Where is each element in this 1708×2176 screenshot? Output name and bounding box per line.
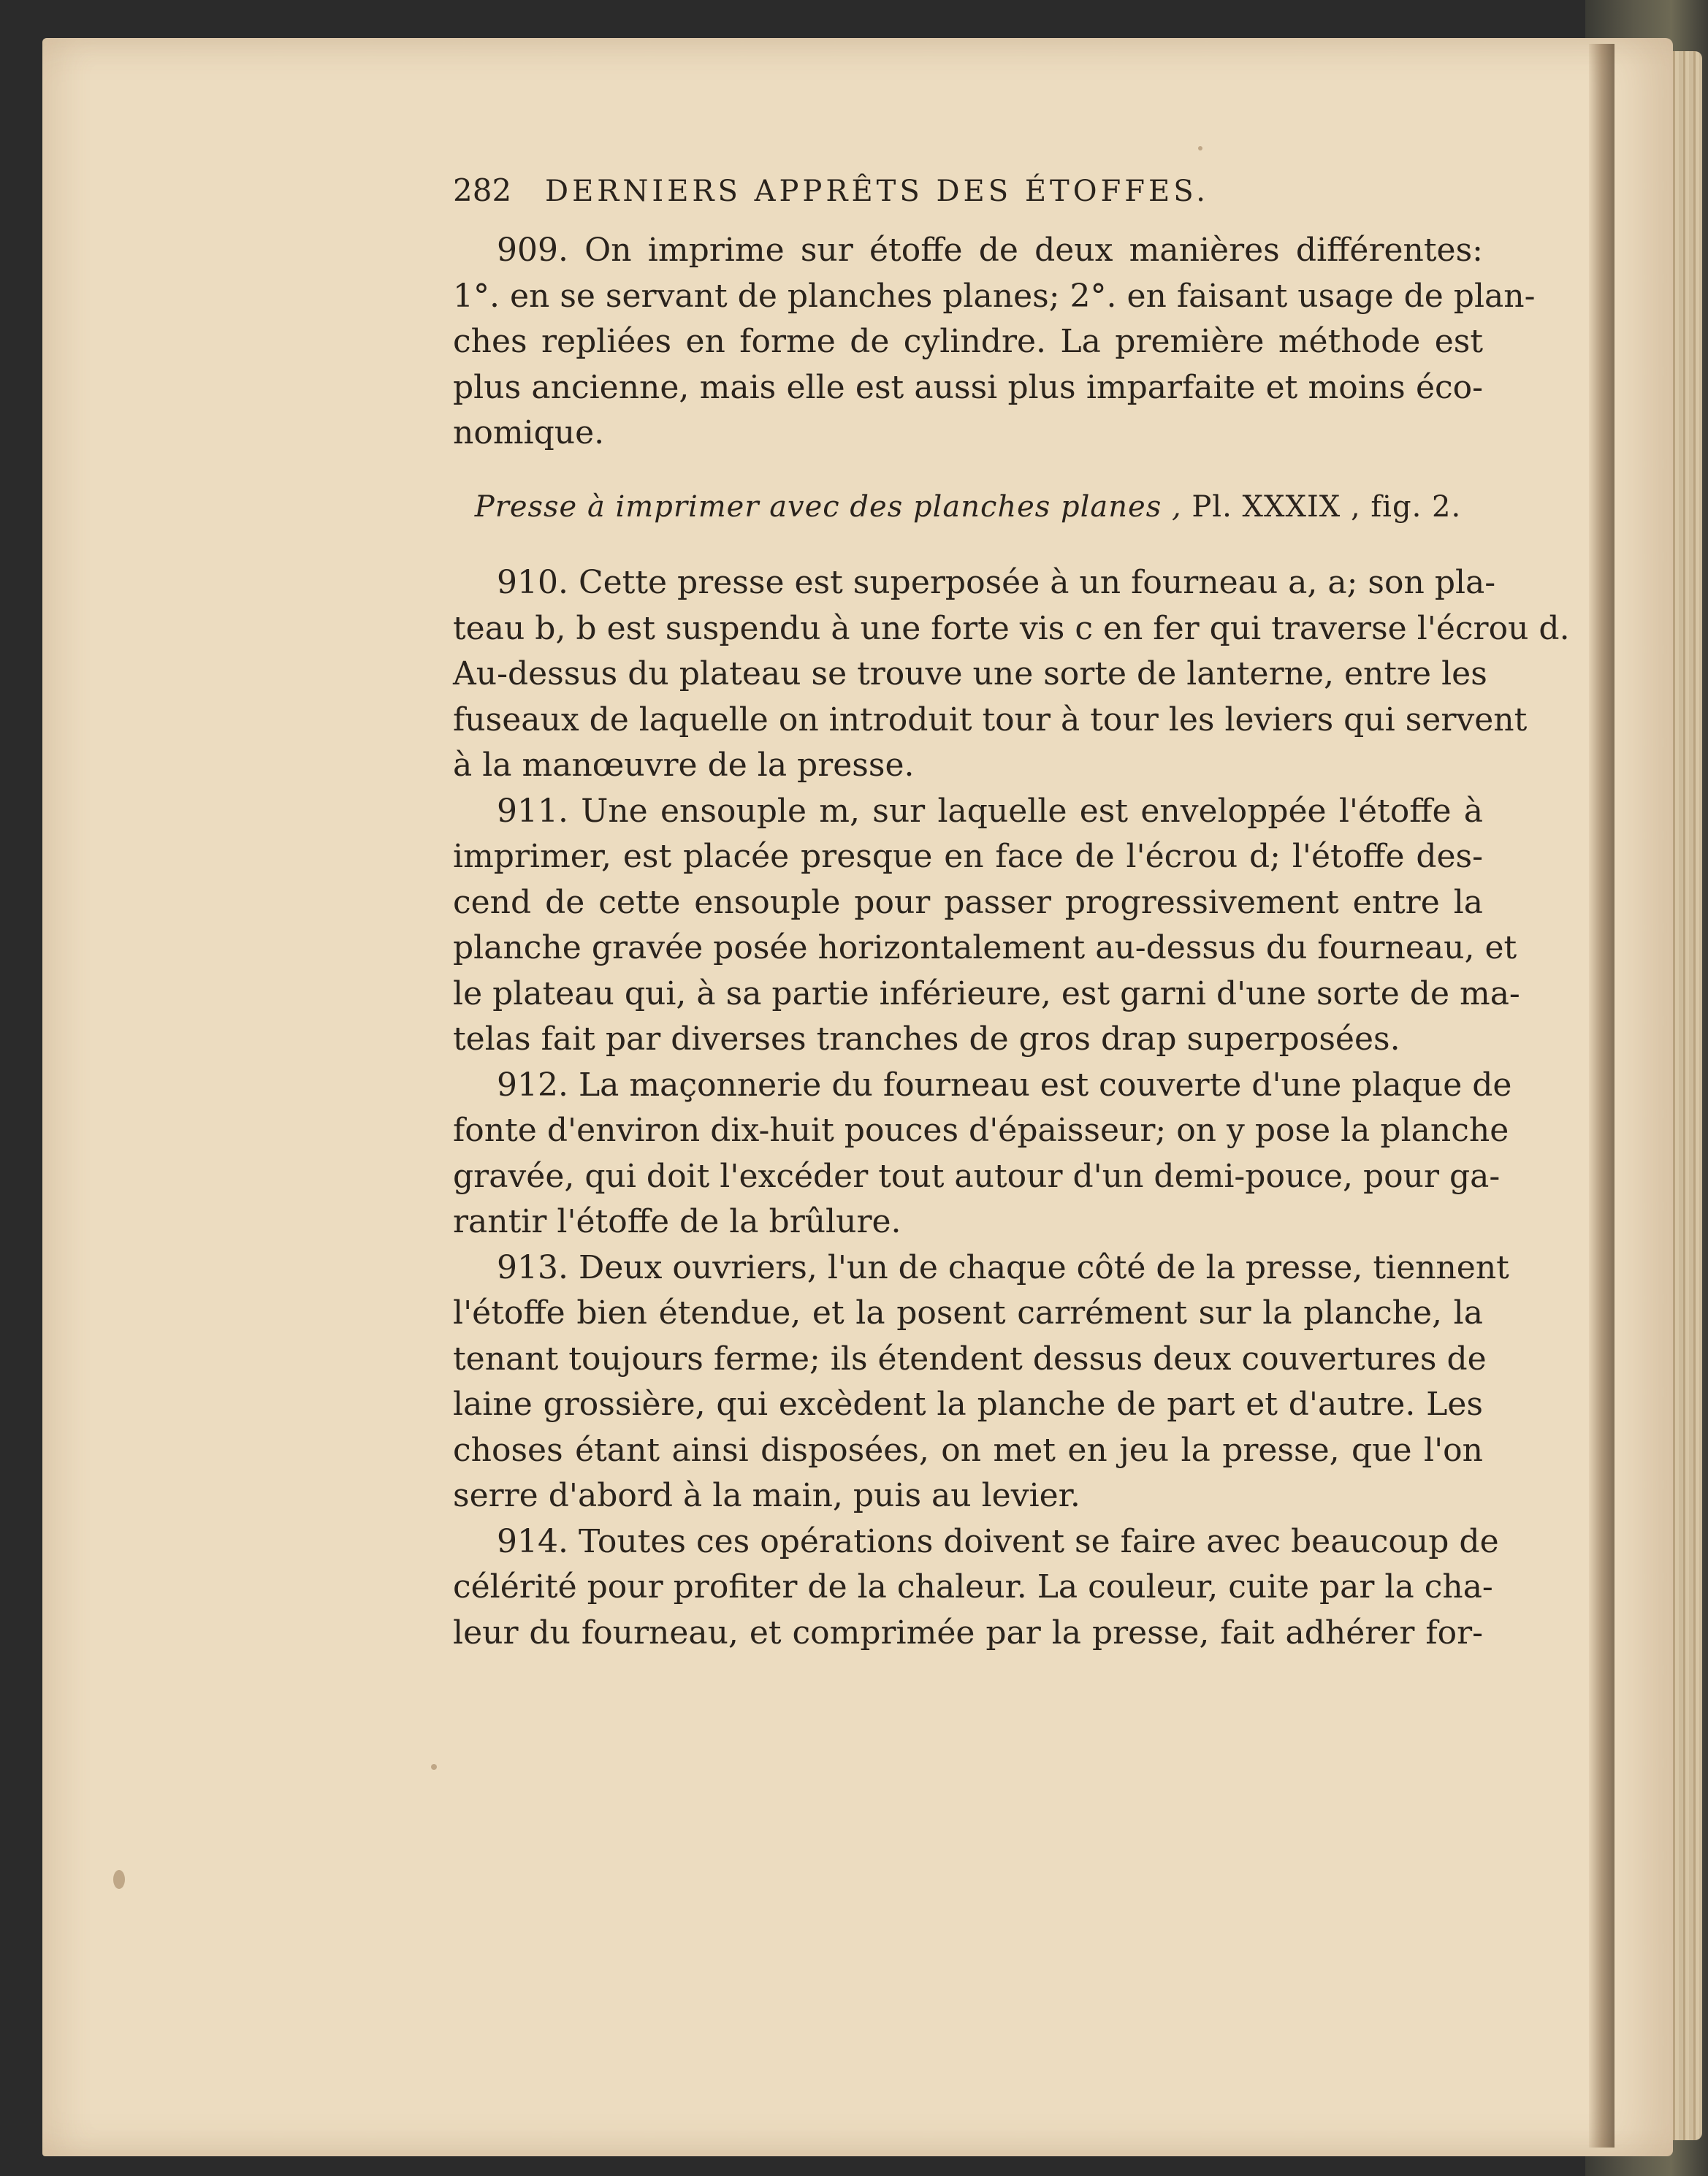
- paragraph-912: [453, 1063, 1512, 1245]
- paper-stain: [1198, 146, 1202, 150]
- text-line: tenant toujours ferme; ils étendent dessus deux couvertures de: [453, 1340, 1487, 1378]
- text-line: telas fait par diverses tranches de gros drap superposées.: [453, 1020, 1400, 1058]
- text-line: leur du fourneau, et comprimée par la presse, fait adhérer for-: [453, 1614, 1483, 1652]
- paragraph-910: [453, 560, 1570, 789]
- page-gutter-shadow: [1589, 44, 1614, 2148]
- text-line: fuseaux de laquelle on introduit tour à tour les leviers qui servent: [453, 700, 1528, 738]
- caption-title: Presse à imprimer avec des planches planes ,: [474, 489, 1182, 524]
- text-line: imprimer, est placée presque en face de l'écrou d; l'étoffe des-: [453, 838, 1483, 875]
- text-line: célérité pour profiter de la chaleur. La couleur, cuite par la cha-: [453, 1568, 1493, 1606]
- text-line: rantir l'étoffe de la brûlure.: [453, 1203, 901, 1240]
- text-line: Au-dessus du plateau se trouve une sorte de lanterne, entre les: [453, 655, 1487, 692]
- caption-plate-ref: Pl. XXXIX , fig. 2.: [1192, 489, 1462, 524]
- text-line: teau b, b est suspendu à une forte vis c en fer qui traverse l'écrou d.: [453, 609, 1570, 647]
- text-block: [453, 168, 1570, 1656]
- text-line: ches repliées en forme de cylindre. La première méthode est: [453, 323, 1483, 360]
- text-line: laine grossière, qui excèdent la planche de part et d'autre. Les: [453, 1386, 1483, 1423]
- running-title: DERNIERS APPRÊTS DES ÉTOFFES.: [545, 175, 1209, 208]
- paragraph-913: [453, 1245, 1509, 1519]
- text-line: serre d'abord à la main, puis au levier.: [453, 1477, 1080, 1514]
- text-line: 913. Deux ouvriers, l'un de chaque côté de la presse, tiennent: [497, 1248, 1509, 1286]
- paragraph-909: [453, 228, 1536, 457]
- text-line: choses étant ainsi disposées, on met en jeu la presse, que l'on: [453, 1431, 1483, 1469]
- text-line: 911. Une ensouple m, sur laquelle est enveloppée l'étoffe à: [497, 792, 1483, 830]
- text-line: le plateau qui, à sa partie inférieure, est garni d'une sorte de ma-: [453, 974, 1520, 1012]
- text-line: 914. Toutes ces opérations doivent se faire avec beaucoup de: [497, 1522, 1499, 1560]
- text-line: fonte d'environ dix-huit pouces d'épaisseur; on y pose la planche: [453, 1112, 1509, 1149]
- paper-stain: [113, 1870, 125, 1889]
- page-number: 282: [453, 172, 512, 208]
- text-line: nomique.: [453, 414, 605, 451]
- figure-caption: [453, 484, 1483, 530]
- paragraph-911: [453, 789, 1520, 1063]
- text-line: à la manœuvre de la presse.: [453, 747, 915, 784]
- page-header: [453, 168, 1483, 228]
- text-line: cend de cette ensouple pour passer progressivement entre la: [453, 883, 1483, 921]
- text-line: 1°. en se servant de planches planes; 2°. en faisant usage de plan-: [453, 277, 1536, 315]
- text-line: 910. Cette presse est superposée à un fourneau a, a; son pla-: [497, 564, 1496, 601]
- paragraph-914: [453, 1519, 1499, 1657]
- text-line: planche gravée posée horizontalement au-dessus du fourneau, et: [453, 929, 1517, 966]
- text-line: 912. La maçonnerie du fourneau est couverte d'une plaque de: [497, 1066, 1512, 1104]
- text-line: gravée, qui doit l'excéder tout autour d'un demi-pouce, pour ga-: [453, 1157, 1501, 1195]
- text-line: l'étoffe bien étendue, et la posent carrément sur la planche, la: [453, 1294, 1483, 1332]
- text-line: plus ancienne, mais elle est aussi plus imparfaite et moins éco-: [453, 368, 1483, 406]
- paper-stain: [431, 1764, 437, 1770]
- text-line: 909. On imprime sur étoffe de deux manières différentes:: [497, 232, 1483, 269]
